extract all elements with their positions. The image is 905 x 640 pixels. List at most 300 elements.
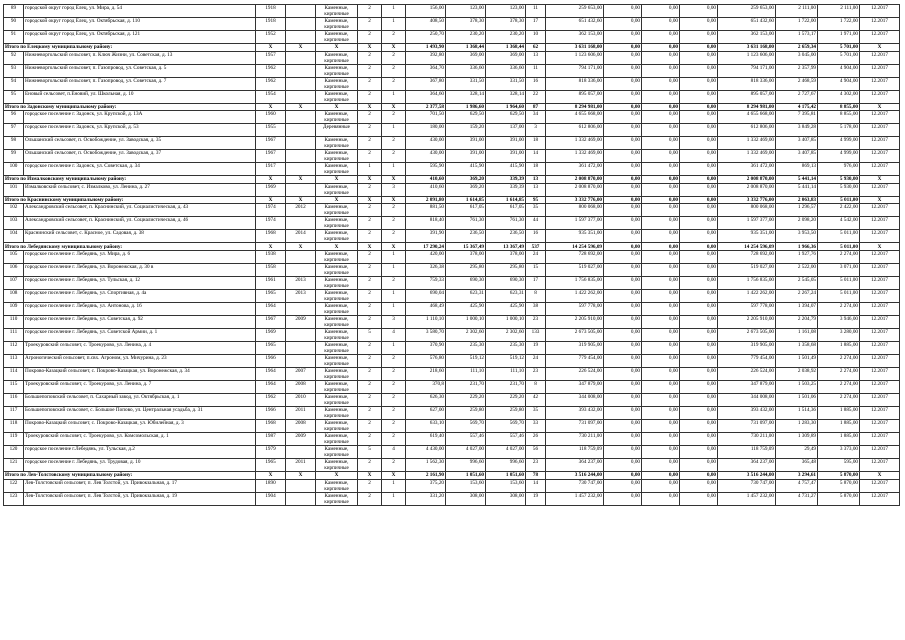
placeholder-x-cell: X bbox=[860, 103, 900, 111]
residents-cell: 11 bbox=[526, 5, 546, 18]
floors-cell: 2 bbox=[358, 77, 382, 90]
cost-fund-cell: 0,00 bbox=[604, 31, 642, 44]
cost-region-cell: 0,00 bbox=[642, 328, 680, 341]
total-area-cell: 250,70 bbox=[406, 31, 446, 44]
year-repair-cell bbox=[286, 137, 316, 150]
max-unit-cost-cell: 8 855,00 bbox=[818, 111, 860, 124]
row-number: 99 bbox=[4, 150, 24, 163]
living-area-cell: 378,30 bbox=[446, 18, 486, 31]
completion-date-cell: 12.2017 bbox=[860, 341, 900, 354]
unit-cost-cell: 7 395,81 bbox=[776, 111, 818, 124]
unit-cost-cell: 29,49 bbox=[776, 445, 818, 458]
max-unit-cost-cell: 2 111,00 bbox=[818, 5, 860, 18]
unit-cost-cell: 1 501,49 bbox=[776, 354, 818, 367]
cost-fund-cell: 0,00 bbox=[604, 315, 642, 328]
cost-total-cell: 1 422 262,00 bbox=[546, 289, 604, 302]
year-repair-cell bbox=[286, 492, 316, 505]
cost-region-cell: 0,00 bbox=[642, 150, 680, 163]
cost-municipal-cell: 0,00 bbox=[680, 90, 718, 103]
table-row bbox=[4, 51, 900, 64]
residents-cell: 13 bbox=[526, 176, 546, 184]
address-cell: городское поселение г. Лебедянь, ул. Трудовая, д. 10 bbox=[24, 458, 256, 471]
living-area-cell: 331,50 bbox=[446, 77, 486, 90]
unit-cost-cell: 1 503,25 bbox=[776, 380, 818, 393]
residents-cell: 10 bbox=[526, 31, 546, 44]
year-built-cell: 1969 bbox=[256, 328, 286, 341]
placeholder-x-cell: X bbox=[256, 44, 286, 52]
max-unit-cost-cell: 5 870,00 bbox=[818, 492, 860, 505]
entrances-cell: 1 bbox=[382, 341, 406, 354]
floors-cell: 2 bbox=[358, 31, 382, 44]
completion-date-cell: 12.2017 bbox=[860, 18, 900, 31]
table-row bbox=[4, 217, 900, 230]
cost-owners-cell: 344 008,00 bbox=[718, 393, 776, 406]
address-cell: Троекуровский сельсовет, с. Троекурово, ул. Комсомольская, д. 1 bbox=[24, 432, 256, 445]
cost-owners-cell: 393 432,00 bbox=[718, 406, 776, 419]
cost-municipal-cell: 0,00 bbox=[680, 124, 718, 137]
completion-date-cell: 12.2017 bbox=[860, 77, 900, 90]
entrances-cell: 1 bbox=[382, 492, 406, 505]
residential-area-cell: 336,60 bbox=[486, 64, 526, 77]
cost-owners-cell: 3 631 168,00 bbox=[718, 44, 776, 52]
cost-total-cell: 361 472,00 bbox=[546, 163, 604, 176]
living-area-cell: 996,60 bbox=[446, 458, 486, 471]
living-area-cell: 425,90 bbox=[446, 302, 486, 315]
completion-date-cell: 12.2017 bbox=[860, 380, 900, 393]
cost-total-cell: 2 205 910,00 bbox=[546, 315, 604, 328]
row-number: 103 bbox=[4, 217, 24, 230]
year-built-cell: 1969 bbox=[256, 183, 286, 196]
district-total-label: Итого по Елецкому муниципальному району: bbox=[4, 44, 256, 52]
wall-material-cell: Каменные, кирпичные bbox=[316, 341, 358, 354]
cost-region-cell: 0,00 bbox=[642, 77, 680, 90]
table-row bbox=[4, 289, 900, 302]
district-total-label: Итого по Лев-Толстовскому муниципальному району: bbox=[4, 471, 256, 479]
cost-total-cell: 818 336,00 bbox=[546, 77, 604, 90]
cost-municipal-cell: 0,00 bbox=[680, 196, 718, 204]
living-area-cell: 378,00 bbox=[446, 250, 486, 263]
year-repair-cell bbox=[286, 64, 316, 77]
entrances-cell: 1 bbox=[382, 5, 406, 18]
total-area-cell: 818,40 bbox=[406, 217, 446, 230]
max-unit-cost-cell: 4 904,00 bbox=[818, 64, 860, 77]
max-unit-cost-cell: 4 999,00 bbox=[818, 150, 860, 163]
living-area-cell: 229,20 bbox=[446, 393, 486, 406]
wall-material-cell: Каменные, кирпичные bbox=[316, 458, 358, 471]
wall-material-cell: Каменные, кирпичные bbox=[316, 18, 358, 31]
max-unit-cost-cell: 4 999,00 bbox=[818, 137, 860, 150]
completion-date-cell: 12.2017 bbox=[860, 419, 900, 432]
cost-municipal-cell: 0,00 bbox=[680, 204, 718, 217]
entrances-cell: 2 bbox=[382, 204, 406, 217]
year-repair-cell bbox=[286, 354, 316, 367]
cost-total-cell: 730 747,00 bbox=[546, 479, 604, 492]
table-row bbox=[4, 230, 900, 243]
residential-area-cell: 617,05 bbox=[486, 204, 526, 217]
wall-material-cell: Деревянные bbox=[316, 124, 358, 137]
unit-cost-cell: 3 045,00 bbox=[776, 51, 818, 64]
residential-area-cell: 569,70 bbox=[486, 419, 526, 432]
row-number: 107 bbox=[4, 276, 24, 289]
row-number: 104 bbox=[4, 230, 24, 243]
table-row bbox=[4, 393, 900, 406]
cost-municipal-cell: 0,00 bbox=[680, 31, 718, 44]
completion-date-cell: 12.2017 bbox=[860, 458, 900, 471]
cost-region-cell: 0,00 bbox=[642, 492, 680, 505]
placeholder-x-cell: X bbox=[256, 471, 286, 479]
cost-municipal-cell: 0,00 bbox=[680, 354, 718, 367]
cost-region-cell: 0,00 bbox=[642, 471, 680, 479]
wall-material-cell: Каменные, кирпичные bbox=[316, 315, 358, 328]
residents-cell: 11 bbox=[526, 64, 546, 77]
total-area-cell: 370,90 bbox=[406, 341, 446, 354]
row-number: 101 bbox=[4, 183, 24, 196]
floors-cell: 2 bbox=[358, 111, 382, 124]
cost-total-cell: 8 294 981,00 bbox=[546, 103, 604, 111]
residential-area-cell: 328,14 bbox=[486, 90, 526, 103]
table-row bbox=[4, 328, 900, 341]
residential-area-cell: 1 051,60 bbox=[486, 471, 526, 479]
unit-cost-cell: 5 441,14 bbox=[776, 176, 818, 184]
entrances-cell: 1 bbox=[382, 289, 406, 302]
cost-owners-cell: 818 336,00 bbox=[718, 77, 776, 90]
unit-cost-cell: 2 098,20 bbox=[776, 217, 818, 230]
cost-total-cell: 362 153,00 bbox=[546, 31, 604, 44]
living-area-cell: 569,70 bbox=[446, 419, 486, 432]
entrances-cell: 2 bbox=[382, 111, 406, 124]
cost-region-cell: 0,00 bbox=[642, 406, 680, 419]
cost-municipal-cell: 0,00 bbox=[680, 5, 718, 18]
residential-area-cell: 1 964,60 bbox=[486, 103, 526, 111]
max-unit-cost-cell: 5 870,00 bbox=[818, 479, 860, 492]
district-total-label: Итого по Задонскому муниципальному району: bbox=[4, 103, 256, 111]
total-area-cell: 364,60 bbox=[406, 90, 446, 103]
entrances-cell: 3 bbox=[382, 183, 406, 196]
total-area-cell: 576,80 bbox=[406, 354, 446, 367]
cost-region-cell: 0,00 bbox=[642, 289, 680, 302]
residential-area-cell: 229,20 bbox=[486, 393, 526, 406]
residents-cell: 62 bbox=[526, 44, 546, 52]
residential-area-cell: 230,20 bbox=[486, 31, 526, 44]
max-unit-cost-cell: 4 542,00 bbox=[818, 217, 860, 230]
residents-cell: 14 bbox=[526, 150, 546, 163]
cost-owners-cell: 347 879,00 bbox=[718, 380, 776, 393]
floors-cell: 2 bbox=[358, 183, 382, 196]
residential-area-cell: 331,50 bbox=[486, 77, 526, 90]
floors-cell: 2 bbox=[358, 432, 382, 445]
cost-municipal-cell: 0,00 bbox=[680, 289, 718, 302]
cost-total-cell: 794 171,00 bbox=[546, 64, 604, 77]
address-cell: Александровский сельсовет, п. Краснинский, ул. Социалистическая, д. 43 bbox=[24, 204, 256, 217]
cost-fund-cell: 0,00 bbox=[604, 90, 642, 103]
cost-region-cell: 0,00 bbox=[642, 380, 680, 393]
year-repair-cell bbox=[286, 163, 316, 176]
cost-total-cell: 1 123 606,00 bbox=[546, 51, 604, 64]
living-area-cell: 519,12 bbox=[446, 354, 486, 367]
row-number: 110 bbox=[4, 315, 24, 328]
table-row bbox=[4, 276, 900, 289]
cost-total-cell: 1 756 835,00 bbox=[546, 276, 604, 289]
max-unit-cost-cell: 2 274,00 bbox=[818, 367, 860, 380]
cost-municipal-cell: 0,00 bbox=[680, 176, 718, 184]
max-unit-cost-cell: 976,00 bbox=[818, 163, 860, 176]
living-area-cell: 369,20 bbox=[446, 183, 486, 196]
residents-cell: 33 bbox=[526, 419, 546, 432]
residents-cell: 56 bbox=[526, 445, 546, 458]
cost-owners-cell: 597 778,00 bbox=[718, 302, 776, 315]
entrances-cell: 1 bbox=[382, 124, 406, 137]
living-area-cell: 1 986,60 bbox=[446, 103, 486, 111]
cost-region-cell: 0,00 bbox=[642, 458, 680, 471]
cost-municipal-cell: 0,00 bbox=[680, 471, 718, 479]
living-area-cell: 557,46 bbox=[446, 432, 486, 445]
floors-cell: 2 bbox=[358, 367, 382, 380]
living-area-cell: 623,31 bbox=[446, 289, 486, 302]
row-number: 122 bbox=[4, 479, 24, 492]
address-cell: Нижневоргольский сельсовет, п. Газопровод, ул. Советская, д. 5 bbox=[24, 64, 256, 77]
residents-cell: 17 bbox=[526, 18, 546, 31]
cost-total-cell: 1 597 377,00 bbox=[546, 217, 604, 230]
living-area-cell: 123,00 bbox=[446, 5, 486, 18]
table-row bbox=[4, 419, 900, 432]
total-area-cell: 3 580,70 bbox=[406, 328, 446, 341]
row-number: 121 bbox=[4, 458, 24, 471]
residents-cell: 13 bbox=[526, 51, 546, 64]
table-row bbox=[4, 124, 900, 137]
entrances-cell: 1 bbox=[382, 263, 406, 276]
year-repair-cell bbox=[286, 111, 316, 124]
cost-owners-cell: 730 747,00 bbox=[718, 479, 776, 492]
row-number: 123 bbox=[4, 492, 24, 505]
floors-cell: 2 bbox=[358, 51, 382, 64]
completion-date-cell: 12.2017 bbox=[860, 124, 900, 137]
unit-cost-cell: 1 394,07 bbox=[776, 302, 818, 315]
cost-fund-cell: 0,00 bbox=[604, 406, 642, 419]
max-unit-cost-cell: 5 930,00 bbox=[818, 176, 860, 184]
residents-cell: 3 bbox=[526, 124, 546, 137]
cost-owners-cell: 800 068,00 bbox=[718, 204, 776, 217]
residential-area-cell: 111,10 bbox=[486, 367, 526, 380]
cost-region-cell: 0,00 bbox=[642, 31, 680, 44]
floors-cell: 5 bbox=[358, 328, 382, 341]
entrances-cell: 1 bbox=[382, 18, 406, 31]
year-built-cell: 1952 bbox=[256, 31, 286, 44]
entrances-cell: 2 bbox=[382, 432, 406, 445]
residential-area-cell: 13 367,49 bbox=[486, 243, 526, 251]
max-unit-cost-cell: 2 274,00 bbox=[818, 380, 860, 393]
floors-cell: 2 bbox=[358, 341, 382, 354]
cost-total-cell: 347 879,00 bbox=[546, 380, 604, 393]
year-built-cell: 1964 bbox=[256, 302, 286, 315]
completion-date-cell: 12.2017 bbox=[860, 328, 900, 341]
unit-cost-cell: 3 849,28 bbox=[776, 124, 818, 137]
entrances-cell: 2 bbox=[382, 458, 406, 471]
max-unit-cost-cell: 4 302,00 bbox=[818, 90, 860, 103]
row-number: 111 bbox=[4, 328, 24, 341]
cost-fund-cell: 0,00 bbox=[604, 51, 642, 64]
living-area-cell: 391,00 bbox=[446, 150, 486, 163]
floors-cell: 2 bbox=[358, 250, 382, 263]
total-area-cell: 370,8 bbox=[406, 380, 446, 393]
year-built-cell: 1961 bbox=[256, 276, 286, 289]
wall-material-cell: Каменные, кирпичные bbox=[316, 217, 358, 230]
entrances-cell: 2 bbox=[382, 406, 406, 419]
cost-owners-cell: 3 332 776,00 bbox=[718, 196, 776, 204]
entrances-cell: 2 bbox=[382, 419, 406, 432]
cost-region-cell: 0,00 bbox=[642, 367, 680, 380]
cost-fund-cell: 0,00 bbox=[604, 328, 642, 341]
residential-area-cell: 557,46 bbox=[486, 432, 526, 445]
completion-date-cell: 12.2017 bbox=[860, 263, 900, 276]
cost-municipal-cell: 0,00 bbox=[680, 419, 718, 432]
cost-owners-cell: 1 332 469,00 bbox=[718, 150, 776, 163]
address-cell: Лев-Толстовский сельсовет, п. Лев Толстой, ул. Привокзальная, д. 17 bbox=[24, 479, 256, 492]
floors-cell: 2 bbox=[358, 217, 382, 230]
row-number: 116 bbox=[4, 393, 24, 406]
cost-owners-cell: 3 516 244,00 bbox=[718, 471, 776, 479]
cost-municipal-cell: 0,00 bbox=[680, 341, 718, 354]
living-area-cell: 629,50 bbox=[446, 111, 486, 124]
year-repair-cell bbox=[286, 341, 316, 354]
residents-cell: 14 bbox=[526, 479, 546, 492]
living-area-cell: 4 027,00 bbox=[446, 445, 486, 458]
district-total-row bbox=[4, 243, 900, 251]
address-cell: городское поселение г. Лебедянь, ул. Спортивная, д. 4а bbox=[24, 289, 256, 302]
total-area-cell: 326,38 bbox=[406, 263, 446, 276]
residential-area-cell: 425,90 bbox=[486, 302, 526, 315]
cost-total-cell: 4 655 668,00 bbox=[546, 111, 604, 124]
living-area-cell: 369,20 bbox=[446, 176, 486, 184]
cost-region-cell: 0,00 bbox=[642, 302, 680, 315]
district-total-label: Итого по Лебедянскому муниципальному району: bbox=[4, 243, 256, 251]
row-number: 95 bbox=[4, 90, 24, 103]
cost-municipal-cell: 0,00 bbox=[680, 367, 718, 380]
cost-region-cell: 0,00 bbox=[642, 479, 680, 492]
cost-fund-cell: 0,00 bbox=[604, 217, 642, 230]
unit-cost-cell: 2 063,83 bbox=[776, 196, 818, 204]
district-total-label: Итого по Краснинскому муниципальному району: bbox=[4, 196, 256, 204]
row-number: 92 bbox=[4, 51, 24, 64]
cost-fund-cell: 0,00 bbox=[604, 445, 642, 458]
cost-region-cell: 0,00 bbox=[642, 445, 680, 458]
residents-cell: 78 bbox=[526, 471, 546, 479]
floors-cell: 5 bbox=[358, 445, 382, 458]
cost-municipal-cell: 0,00 bbox=[680, 217, 718, 230]
cost-owners-cell: 1 422 262,00 bbox=[718, 289, 776, 302]
max-unit-cost-cell: 5 870,00 bbox=[818, 471, 860, 479]
row-number: 117 bbox=[4, 406, 24, 419]
table-row bbox=[4, 183, 900, 196]
table-row bbox=[4, 445, 900, 458]
cost-owners-cell: 118 759,09 bbox=[718, 445, 776, 458]
year-repair-cell bbox=[286, 150, 316, 163]
district-total-row bbox=[4, 471, 900, 479]
residents-cell: 24 bbox=[526, 354, 546, 367]
cost-fund-cell: 0,00 bbox=[604, 163, 642, 176]
housing-register-table bbox=[3, 4, 900, 506]
max-unit-cost-cell: 5 011,00 bbox=[818, 276, 860, 289]
wall-material-cell: Каменные, кирпичные bbox=[316, 183, 358, 196]
year-repair-cell bbox=[286, 217, 316, 230]
cost-fund-cell: 0,00 bbox=[604, 479, 642, 492]
living-area-cell: 231,70 bbox=[446, 380, 486, 393]
year-built-cell: 1918 bbox=[256, 18, 286, 31]
table-row bbox=[4, 302, 900, 315]
placeholder-x-cell: X bbox=[358, 103, 382, 111]
unit-cost-cell: 1 296,57 bbox=[776, 204, 818, 217]
table-row bbox=[4, 250, 900, 263]
cost-municipal-cell: 0,00 bbox=[680, 263, 718, 276]
total-area-cell: 430,00 bbox=[406, 137, 446, 150]
cost-municipal-cell: 0,00 bbox=[680, 103, 718, 111]
cost-fund-cell: 0,00 bbox=[604, 354, 642, 367]
floors-cell: 2 bbox=[358, 124, 382, 137]
cost-region-cell: 0,00 bbox=[642, 163, 680, 176]
living-area-cell: 15 367,49 bbox=[446, 243, 486, 251]
completion-date-cell: 12.2017 bbox=[860, 137, 900, 150]
cost-fund-cell: 0,00 bbox=[604, 150, 642, 163]
completion-date-cell: 12.2017 bbox=[860, 479, 900, 492]
unit-cost-cell: 1 309,89 bbox=[776, 432, 818, 445]
residential-area-cell: 1 000,10 bbox=[486, 315, 526, 328]
entrances-cell: 3 bbox=[382, 315, 406, 328]
address-cell: городской округ город Елец, ул. Октябрьская, д. 121 bbox=[24, 31, 256, 44]
cost-total-cell: 519 027,00 bbox=[546, 263, 604, 276]
cost-region-cell: 0,00 bbox=[642, 250, 680, 263]
residential-area-cell: 391,00 bbox=[486, 137, 526, 150]
cost-region-cell: 0,00 bbox=[642, 243, 680, 251]
placeholder-x-cell: X bbox=[860, 471, 900, 479]
cost-owners-cell: 935 351,00 bbox=[718, 230, 776, 243]
cost-region-cell: 0,00 bbox=[642, 90, 680, 103]
year-repair-cell: 2011 bbox=[286, 406, 316, 419]
wall-material-cell: Каменные, кирпичные bbox=[316, 263, 358, 276]
total-area-cell: 1 110,10 bbox=[406, 315, 446, 328]
max-unit-cost-cell: 4 904,00 bbox=[818, 77, 860, 90]
cost-fund-cell: 0,00 bbox=[604, 137, 642, 150]
cost-municipal-cell: 0,00 bbox=[680, 380, 718, 393]
living-area-cell: 1 051,60 bbox=[446, 471, 486, 479]
cost-total-cell: 3 631 168,00 bbox=[546, 44, 604, 52]
wall-material-cell: Каменные, кирпичные bbox=[316, 31, 358, 44]
total-area-cell: 156,00 bbox=[406, 5, 446, 18]
cost-municipal-cell: 0,00 bbox=[680, 406, 718, 419]
address-cell: городское поселение г. Лебедянь, ул. Советская, д. 92 bbox=[24, 315, 256, 328]
unit-cost-cell: 1 514,36 bbox=[776, 406, 818, 419]
max-unit-cost-cell: 8 855,00 bbox=[818, 103, 860, 111]
unit-cost-cell: 1 161,08 bbox=[776, 328, 818, 341]
year-built-cell: 1964 bbox=[256, 367, 286, 380]
address-cell: городское поселение г. Задонск, ул. Советская, д. 34 bbox=[24, 163, 256, 176]
table-row bbox=[4, 492, 900, 505]
placeholder-x-cell: X bbox=[316, 471, 358, 479]
cost-region-cell: 0,00 bbox=[642, 354, 680, 367]
completion-date-cell: 12.2017 bbox=[860, 289, 900, 302]
cost-owners-cell: 4 655 668,00 bbox=[718, 111, 776, 124]
table-row bbox=[4, 380, 900, 393]
floors-cell: 2 bbox=[358, 276, 382, 289]
cost-fund-cell: 0,00 bbox=[604, 124, 642, 137]
wall-material-cell: Каменные, кирпичные bbox=[316, 230, 358, 243]
cost-total-cell: 612 806,00 bbox=[546, 124, 604, 137]
max-unit-cost-cell: 3 280,00 bbox=[818, 328, 860, 341]
living-area-cell: 236,50 bbox=[446, 230, 486, 243]
district-total-row bbox=[4, 176, 900, 184]
residents-cell: 8 bbox=[526, 289, 546, 302]
row-number: 105 bbox=[4, 250, 24, 263]
cost-total-cell: 1 332 469,00 bbox=[546, 137, 604, 150]
year-repair-cell: 2009 bbox=[286, 315, 316, 328]
